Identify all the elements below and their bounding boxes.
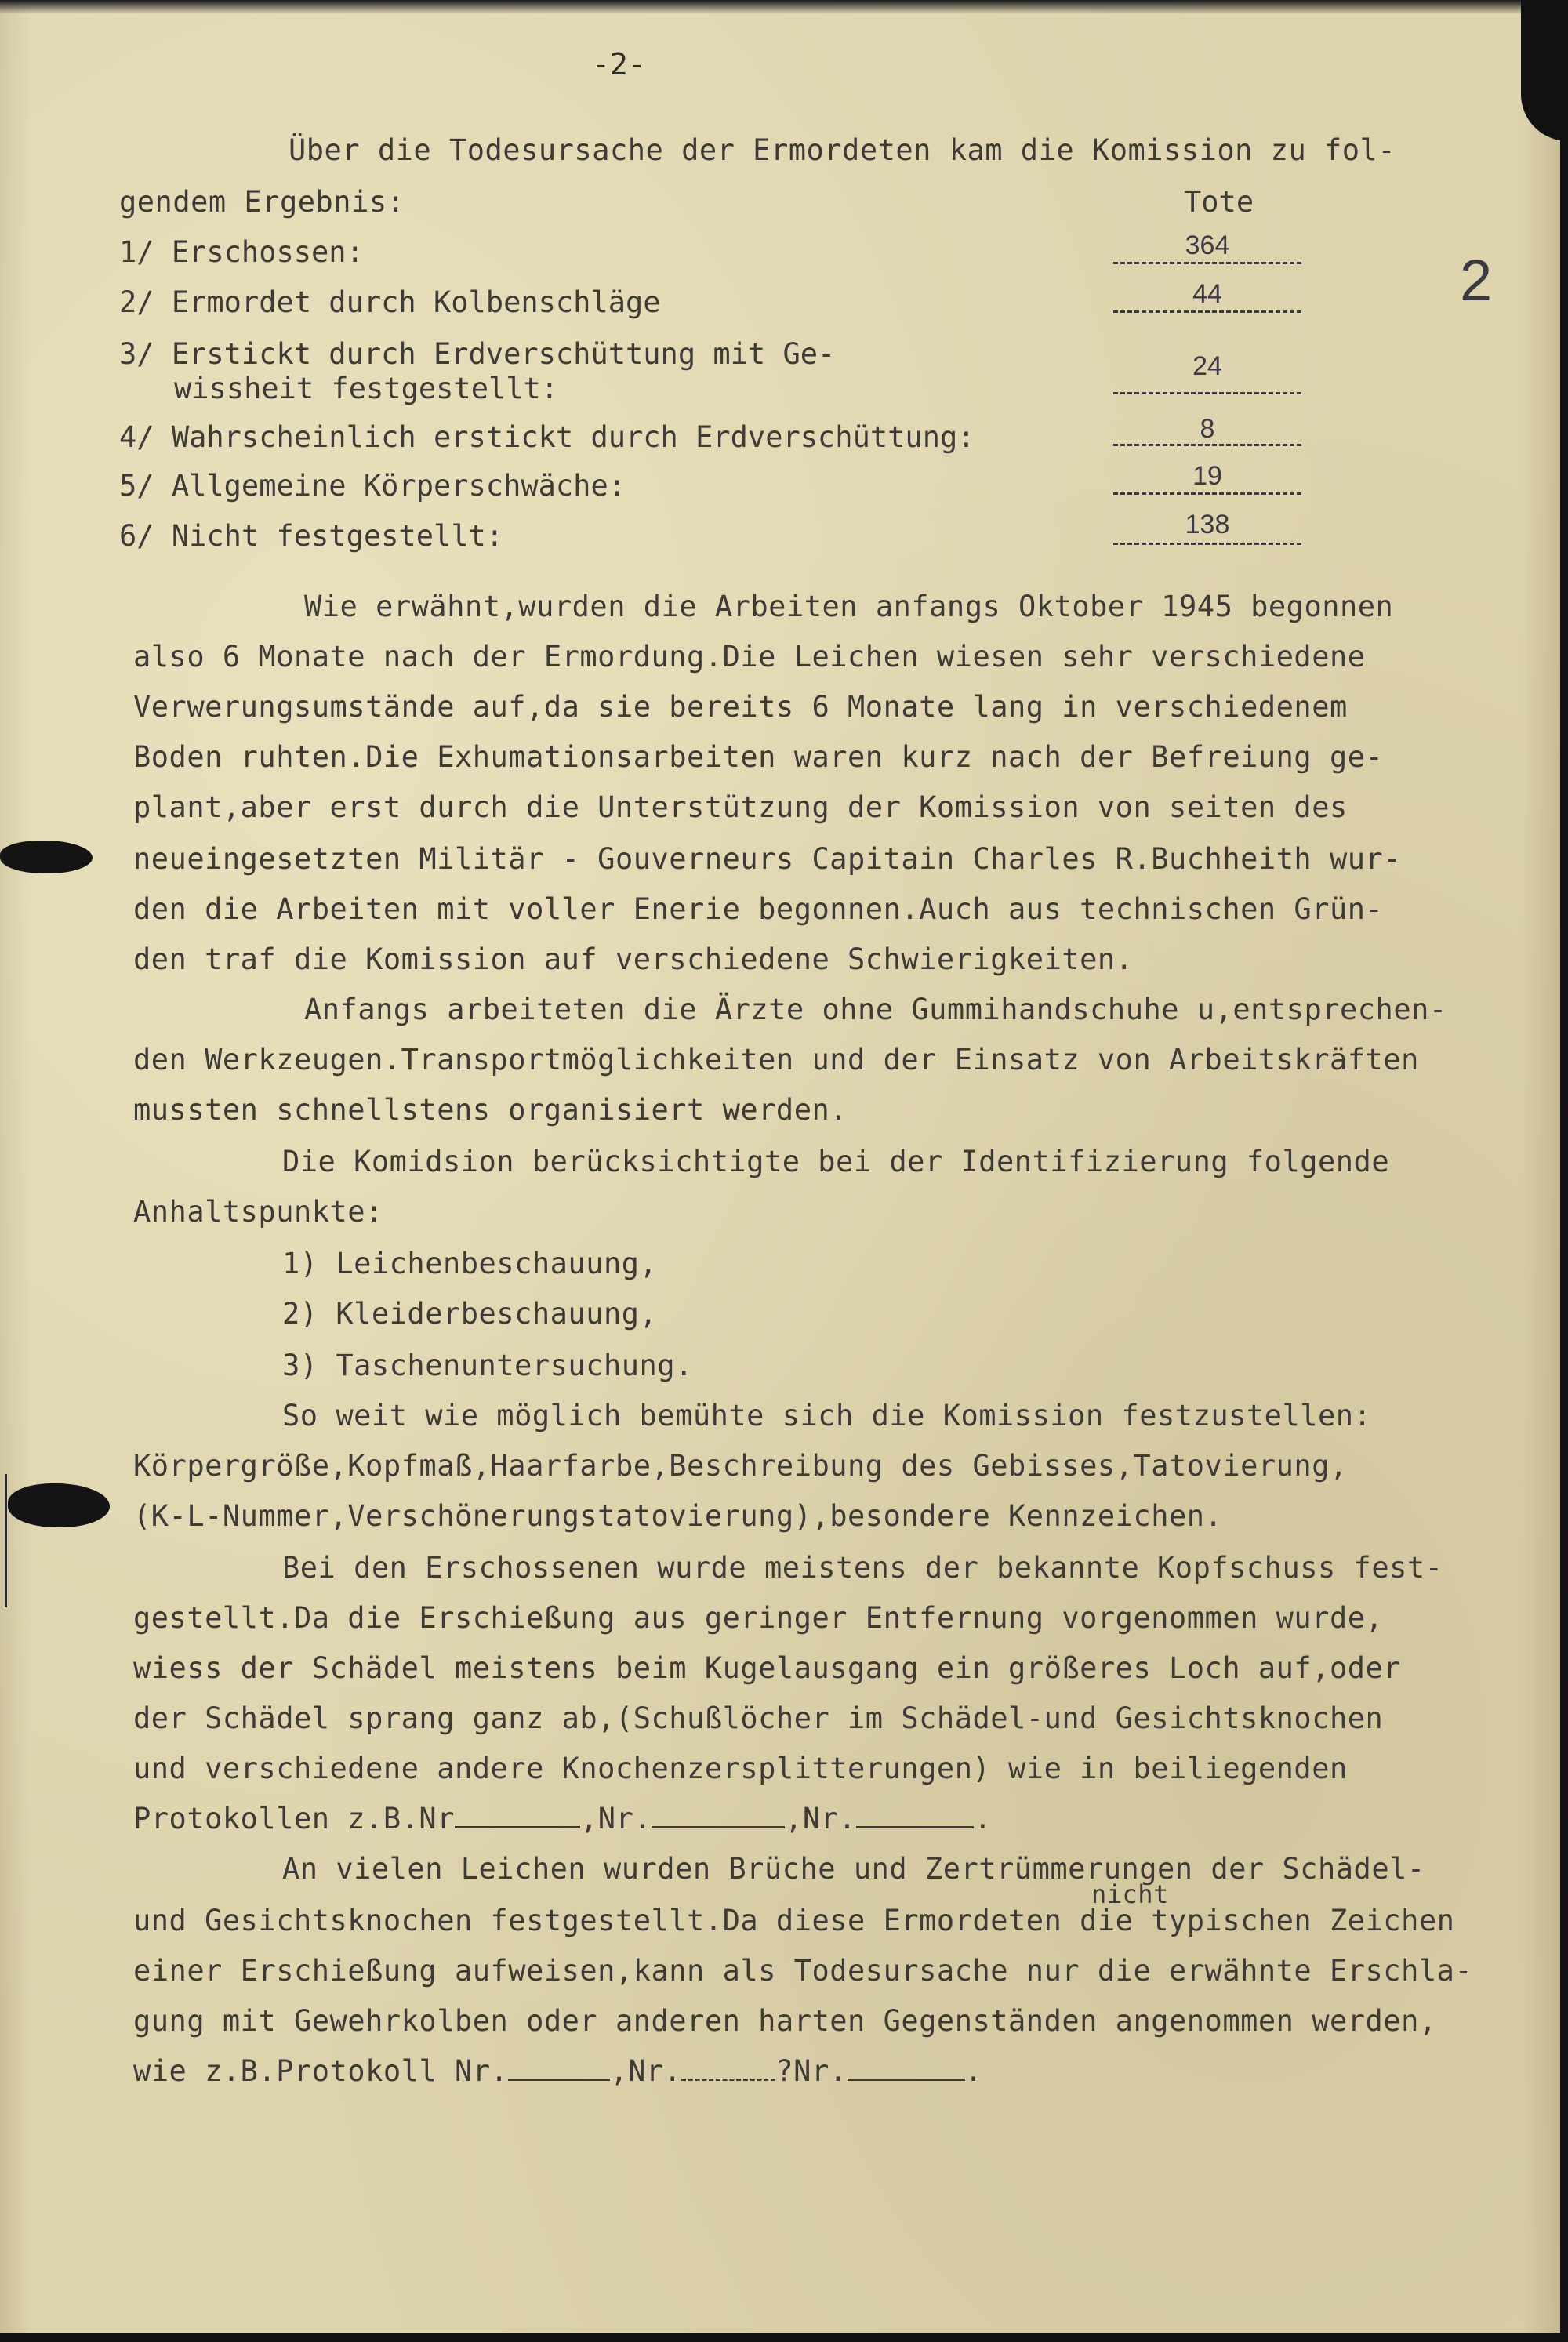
punch-hole-blot-lower <box>8 1483 110 1527</box>
column-header-tote: Tote <box>1184 185 1254 219</box>
text-line: mussten schnellstens organisiert werden. <box>133 1093 848 1127</box>
text-line: plant,aber erst durch die Unterstützung der Komission von seiten des <box>133 790 1348 824</box>
cause-row <box>119 285 661 320</box>
blank-field <box>455 1826 580 1828</box>
blank-field <box>652 1826 785 1828</box>
list-item: 2) Kleiderbeschauung, <box>282 1297 658 1331</box>
text-line: So weit wie möglich bemühte sich die Komission festzustellen: <box>282 1399 1372 1432</box>
value-dash-line <box>1113 310 1301 313</box>
text-line: der Schädel sprang ganz ab,(Schußlöcher im Schädel-und Gesichtsknochen <box>133 1701 1384 1735</box>
cause-number: 1/ <box>119 235 172 269</box>
text-line: Boden ruhten.Die Exhumationsarbeiten waren kurz nach der Befreiung ge- <box>133 740 1384 774</box>
cause-row <box>119 337 835 372</box>
protocol-end: . <box>964 2054 983 2088</box>
text-line: neueingesetzten Militär - Gouverneurs Capitain Charles R.Buchheith wur- <box>133 842 1402 876</box>
cause-value: 24 <box>1192 351 1222 381</box>
torn-corner <box>1521 0 1560 141</box>
text-line: An vielen Leichen wurden Brüche und Zertrümmerungen der Schädel- <box>282 1852 1425 1886</box>
page-edge-shadow <box>0 0 1560 14</box>
text-line: einer Erschießung aufweisen,kann als Todesursache nur die erwähnte Erschla- <box>133 1954 1473 1988</box>
cause-value: 138 <box>1185 510 1230 539</box>
protocol-prefix: Protokollen z.B.Nr <box>133 1802 455 1835</box>
text-line: Wie erwähnt,wurden die Arbeiten anfangs Oktober 1945 begonnen <box>304 590 1394 623</box>
text-line: und verschiedene andere Knochenzersplitterungen) wie in beiliegenden <box>133 1752 1348 1785</box>
cause-value: 364 <box>1185 231 1230 260</box>
value-dash-line <box>1113 543 1301 545</box>
list-item: 1) Leichenbeschauung, <box>282 1247 658 1280</box>
protocol-reference-line <box>133 1802 992 1836</box>
cause-label: Erschossen: <box>171 235 364 269</box>
cause-value: 44 <box>1192 279 1222 309</box>
protocol-prefix: wie z.B.Protokoll Nr. <box>133 2054 509 2088</box>
cause-row <box>119 420 975 455</box>
cause-number: 2/ <box>119 285 172 319</box>
page-number: -2- <box>592 47 646 82</box>
value-dash-line <box>1113 262 1301 264</box>
text-line: den die Arbeiten mit voller Enerie begonnen.Auch aus technischen Grün- <box>133 892 1384 926</box>
text-line: also 6 Monate nach der Ermordung.Die Leichen wiesen sehr verschiedene <box>133 640 1366 674</box>
cause-label: Erstickt durch Erdverschüttung mit Ge- <box>171 337 836 371</box>
value-dash-line <box>1113 492 1301 495</box>
protocol-nr-label: ,Nr. <box>610 2054 682 2088</box>
protocol-nr-label: ,Nr. <box>579 1802 652 1835</box>
text-line: gung mit Gewehrkolben oder anderen harten Gegenständen angenommen werden, <box>133 2004 1437 2038</box>
text-line: den Werkzeugen.Transportmöglichkeiten und der Einsatz von Arbeitskräften <box>133 1043 1419 1077</box>
cause-value: 8 <box>1200 414 1215 444</box>
cause-label: Nicht festgestellt: <box>171 519 504 553</box>
list-item: 3) Taschenuntersuchung. <box>282 1349 693 1382</box>
punch-hole-blot-upper <box>0 841 93 873</box>
blank-field <box>508 2079 610 2081</box>
cause-number: 3/ <box>119 337 172 371</box>
binder-edge-line <box>5 1474 7 1607</box>
text-line: (K-L-Nummer,Verschönerungstatovierung),besondere Kennzeichen. <box>133 1499 1223 1533</box>
inserted-word: nicht <box>1091 1879 1169 1909</box>
text-line: Bei den Erschossenen wurde meistens der bekannte Kopfschuss fest- <box>282 1551 1443 1585</box>
text-line: Die Komidsion berücksichtigte bei der Identifizierung folgende <box>282 1145 1390 1178</box>
text-line: wiess der Schädel meistens beim Kugelausgang ein größeres Loch auf,oder <box>133 1651 1402 1685</box>
intro-line-1: Über die Todesursache der Ermordeten kam die Komission zu fol- <box>289 133 1396 167</box>
text-line: Verwerungsumstände auf,da sie bereits 6 Monate lang in verschiedenem <box>133 690 1348 724</box>
cause-number: 5/ <box>119 469 172 503</box>
blank-field <box>856 1826 974 1828</box>
text-line: den traf die Komission auf verschiedene Schwierigkeiten. <box>133 942 1134 976</box>
blank-field <box>681 2079 775 2081</box>
cause-row <box>119 469 626 503</box>
cause-row-continuation: wissheit festgestellt: <box>174 372 559 405</box>
cause-number: 6/ <box>119 519 172 553</box>
cause-label: Wahrscheinlich erstickt durch Erdverschüttung: <box>171 420 975 454</box>
text-line: Körpergröße,Kopfmaß,Haarfarbe,Beschreibung des Gebisses,Tatovierung, <box>133 1449 1348 1483</box>
value-dash-line <box>1113 444 1301 446</box>
text-line: gestellt.Da die Erschießung aus geringer Entfernung vorgenommen wurde, <box>133 1601 1384 1635</box>
blank-field <box>848 2079 965 2081</box>
value-dash-line <box>1113 392 1301 394</box>
intro-line-2: gendem Ergebnis: <box>119 185 405 219</box>
text-line: und Gesichtsknochen festgestellt.Da diese Ermordeten die typischen Zeichen <box>133 1904 1455 1937</box>
text-line: Anhaltspunkte: <box>133 1195 383 1229</box>
protocol-reference-line <box>133 2054 982 2089</box>
cause-label: Allgemeine Körperschwäche: <box>171 469 626 503</box>
cause-row <box>119 519 503 554</box>
cause-number: 4/ <box>119 420 172 454</box>
protocol-end: . <box>974 1802 992 1835</box>
cause-row <box>119 235 364 270</box>
cause-label: Ermordet durch Kolbenschläge <box>171 285 661 319</box>
text-line: Anfangs arbeiteten die Ärzte ohne Gummihandschuhe u,entsprechen- <box>304 993 1447 1026</box>
cause-value: 19 <box>1192 461 1222 491</box>
protocol-nr-label: ,Nr. <box>785 1802 857 1835</box>
protocol-nr-label: ?Nr. <box>775 2054 848 2088</box>
handwritten-margin-number: 2 <box>1460 248 1493 313</box>
